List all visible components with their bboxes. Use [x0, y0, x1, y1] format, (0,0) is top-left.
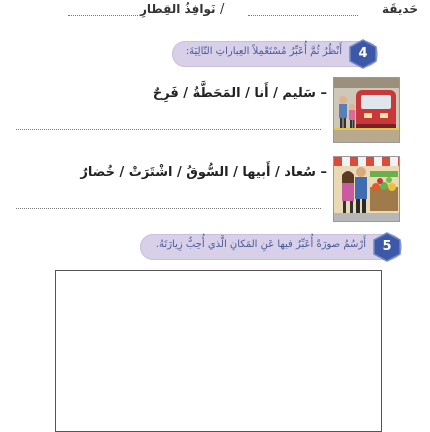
word-garden: حَديقَة — [382, 2, 418, 16]
instruction-banner-4 — [172, 41, 378, 67]
train-station-image — [333, 77, 400, 143]
answer-line-item2[interactable] — [16, 208, 321, 209]
instruction-text-4: أَنْظُرُ ثُمَّ أُعَبِّرُ مُسْتَعْمِلاً العِباراتِ التّالِيَةَ: — [185, 46, 342, 57]
market-image — [333, 156, 400, 222]
instruction-text-5: أَرْسُمُ صورَةً أُعَبِّرُ فيها عَنِ المَكانِ الَّذي أُحِبُّ زِيارَتَهُ. — [155, 239, 366, 250]
answer-line-item1[interactable] — [16, 129, 321, 130]
answer-line-top-left[interactable] — [68, 15, 138, 16]
word-train-windows: نَوافِذُ القِطارِ — [140, 2, 216, 16]
separator: / — [220, 2, 225, 17]
number-5: 5 — [382, 239, 392, 254]
item1-words: – سَليم / أَنا / المَحَطَّةُ / فَرِحٌ — [152, 86, 327, 101]
instruction-banner-5 — [140, 234, 402, 260]
number-4: 4 — [358, 46, 368, 61]
answer-line-top-right[interactable] — [248, 15, 358, 16]
item2-words: – سُعاد / أَبيها / السُّوقُ / اشْتَرَتْ / خُضارٌ — [80, 165, 327, 180]
drawing-area[interactable] — [55, 270, 382, 432]
